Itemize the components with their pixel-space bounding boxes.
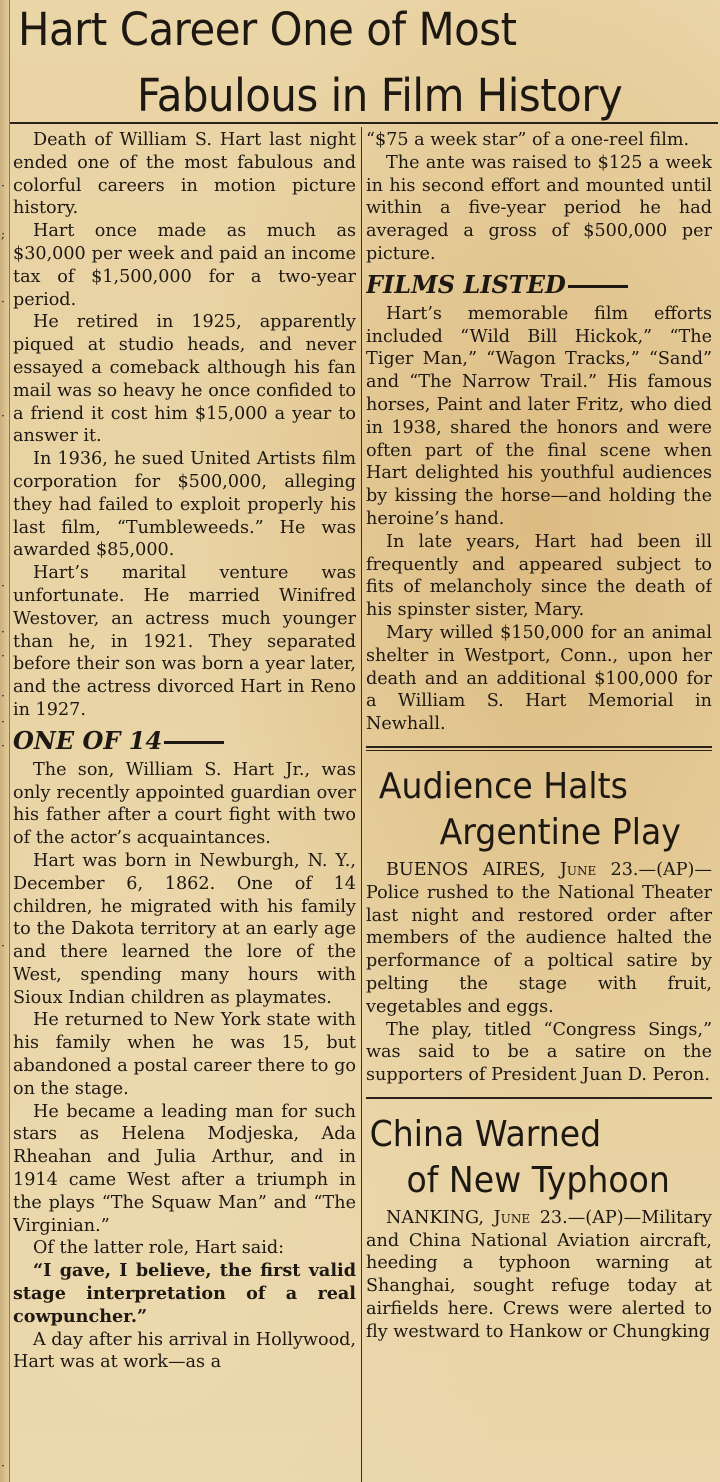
china-headline-line2: of New Typhoon (406, 1159, 670, 1201)
headline-rule (10, 122, 718, 124)
story-separator-rule (366, 746, 712, 748)
subhead-dash (568, 285, 628, 288)
paragraph: Of the latter role, Hart said: (33, 1238, 285, 1259)
paragraph: He retired in 1925, apparently piqued at studio heads, and never essayed a comeback although his fan mail was so heavy he once confided to a friend it cost him $15,000 a year to answer it. (13, 312, 356, 447)
paragraph: Death of William S. Hart last night ended one of the most fabulous and colorful careers in motion picture history. (13, 130, 356, 219)
main-headline-line1: Hart Career One of Most (18, 3, 517, 56)
lead-text: —Military and China National Aviation aircraft, heeding a typhoon warning at Shanghai, sought refuge today at airfields here. Crews were alerted to fly westward to Hankow or Chungking (366, 1207, 712, 1342)
main-headline-line2: Fabulous in Film History (137, 69, 623, 122)
subhead-one-of-14 (13, 724, 356, 758)
paragraph: In late years, Hart had been ill frequently and appeared subject to fits of melancholy since the death of his spinster sister, Mary. (366, 531, 712, 621)
lead-text: —Police rushed to the National Theater last night and restored order after members of the audience halted the performance of a poltical satire by pelting the stage with fruit, vegetables and eggs. (366, 859, 712, 1017)
column-divider (361, 127, 362, 1482)
paragraph: “$75 a week star” of a one-reel film. (366, 130, 690, 150)
paragraph: Hart’s marital venture was unfortunate. He married Winifred Westover, an actress much younger than he, in 1921. They separated before their son was born a year later, and the actress divorced Hart in Reno in 1927. (13, 563, 356, 720)
adjacent-column-fragments: · ; · · · · · · · · · · (1, 179, 6, 1473)
dateline: BUENOS AIRES, June 23.—(AP) (386, 859, 695, 880)
hart-quote: “I gave, I believe, the first valid stage interpretation of a real cowpuncher.” (13, 1260, 356, 1327)
argentine-headline-line2: Argentine Play (439, 811, 681, 853)
argentine-lead (366, 859, 712, 1019)
subhead-dash (164, 741, 224, 744)
paragraph: A day after his arrival in Hollywood, Hart was at work—as a (13, 1329, 356, 1373)
paragraph: In 1936, he sued United Artists film corporation for $500,000, alleging they had failed to exploit properly his last film, “Tumbleweeds.” He was awarded $85,000. (13, 449, 356, 561)
paragraph: Hart was born in Newburgh, N. Y., December 6, 1862. One of 14 children, he migrated with his family to the Dakota territory at an early age and there learned the lore of the West, spending many hours with Sioux Indian children as playmates. (13, 850, 356, 1008)
paragraph: The ante was raised to $125 a week in his second effort and mounted until within a five-year period he had averaged a gross of $500,000 per picture. (366, 152, 712, 264)
china-lead (366, 1207, 712, 1344)
paragraph: He became a leading man for such stars as Helena Modjeska, Ada Rheahan and Julia Arthur, and in 1914 came West after a triumph in the plays “The Squaw Man” and “The Virginian.” (13, 1101, 356, 1236)
story-separator-rule (366, 750, 712, 751)
subhead-text: FILMS LISTED (366, 269, 566, 299)
argentine-headline-line1: Audience Halts (378, 765, 628, 807)
paragraph: Mary willed $150,000 for an animal shelter in Westport, Conn., upon her death and an additional $100,000 for a William S. Hart Memorial in Newhall. (366, 622, 712, 735)
paragraph: The son, William S. Hart Jr., was only recently appointed guardian over his father after a court fight with two of the actor’s acquaintances. (13, 759, 356, 849)
subhead-films-listed (366, 268, 712, 302)
paragraph: Hart’s memorable film efforts included “Wild Bill Hickok,” “The Tiger Man,” “Wagon Tracks,” “Sand” and “The Narrow Trail.” His famous horses, Paint and later Fritz, who died in 1938, shared the honors and were often part of the final scene when Hart delighted his youthful audiences by kissing the horse—and holding the heroine’s hand. (366, 303, 712, 529)
paragraph: Hart once made as much as $30,000 per week and paid an income tax of $1,500,000 for a two-year period. (13, 221, 356, 310)
subhead-text: ONE OF 14 (13, 725, 163, 755)
paragraph: He returned to New York state with his family when he was 15, but abandoned a postal career there to go on the stage. (13, 1010, 356, 1099)
column-right (366, 129, 712, 1482)
dateline: NANKING, June 23.—(AP) (386, 1207, 624, 1228)
china-headline-line1: China Warned (369, 1113, 602, 1155)
column-left (13, 129, 356, 1482)
paragraph: The play, titled “Congress Sings,” was said to be a satire on the supporters of President Juan D. Peron. (366, 1019, 712, 1086)
story-separator-rule (366, 1097, 712, 1099)
